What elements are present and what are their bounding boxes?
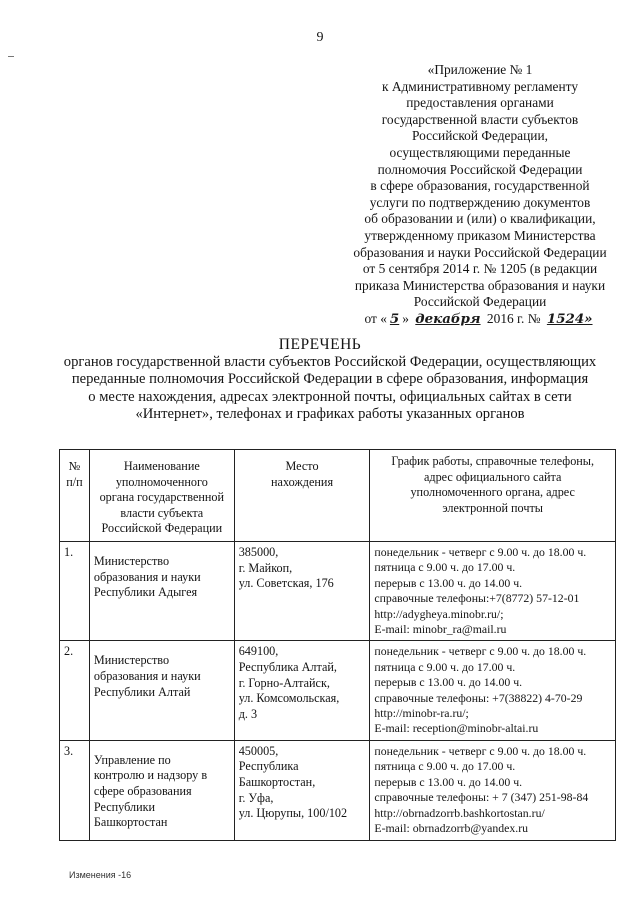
header-text: п/п	[66, 474, 83, 489]
appendix-line: осуществляющими переданные	[389, 144, 571, 160]
cell-text: д. 3	[238, 706, 258, 721]
cell-text: Министерство	[93, 653, 170, 668]
header-text: электронной почты	[442, 500, 543, 515]
authority-location	[234, 740, 370, 840]
cell-text: понедельник - четверг с 9.00 ч. до 18.00 ч.	[374, 743, 587, 758]
cell-text: Министерство	[93, 554, 170, 568]
page-number: 9	[316, 30, 324, 45]
cell-text: справочные телефоны: +7(38822) 4-70-29	[374, 690, 583, 705]
cell-text: понедельник - четверг с 9.00 ч. до 18.00 ч.	[374, 644, 587, 659]
appendix-line: «Приложение № 1	[427, 62, 533, 77]
table-row	[60, 542, 616, 641]
cell-text: ул. Цюрупы, 100/102	[238, 806, 348, 821]
cell-text: справочные телефоны: + 7 (347) 251-98-84	[374, 790, 589, 805]
appendix-line: утвержденному приказом Министерства	[364, 227, 596, 243]
cell-text: Башкортостан	[93, 815, 168, 830]
order-month-handwritten: декабря	[415, 310, 481, 327]
appendix-line: полномочия Российской Федерации	[377, 161, 583, 177]
email-text: E-mail: obrnadzorrb@yandex.ru	[374, 820, 529, 835]
website-link: http://obrnadzorrb.bashkortostan.ru/	[374, 805, 545, 820]
table-header-row	[60, 450, 616, 542]
document-subtitle	[40, 354, 620, 424]
cell-text: Управление по	[93, 752, 171, 767]
row-number: 3.	[60, 740, 90, 840]
cell-text: Башкортостан,	[238, 775, 316, 790]
subtitle-line: о месте нахождения, адресах электронной почты, официальных сайтах в сети	[88, 388, 572, 405]
subtitle-line: «Интернет», телефонах и графиках работы указанных органов	[135, 406, 525, 423]
authority-name	[89, 641, 234, 740]
row-number: 1.	[60, 542, 90, 641]
cell-text: г. Горно-Алтайск,	[238, 675, 330, 690]
appendix-line: услуги по подтверждению документов	[369, 194, 591, 210]
appendix-line: Российской Федерации	[413, 294, 547, 310]
email-text: E-mail: reception@minobr-altai.ru	[374, 721, 539, 736]
authority-schedule	[370, 641, 616, 740]
cell-text: пятница с 9.00 ч. до 17.00 ч.	[374, 560, 516, 575]
appendix-line: к Административному регламенту	[381, 78, 579, 94]
authority-name	[89, 542, 234, 641]
appendix-line: Российской Федерации,	[412, 128, 548, 144]
cell-text: перерыв с 13.00 ч. до 14.00 ч.	[374, 675, 523, 690]
header-text: Наименование	[123, 459, 200, 473]
document-title: ПЕРЕЧЕНЬ	[278, 336, 362, 353]
header-text: уполномоченного	[115, 474, 208, 489]
cell-text: 649100,	[238, 644, 279, 659]
authority-location	[234, 641, 370, 740]
header-schedule	[370, 450, 616, 542]
appendix-line: приказа Министерства образования и науки	[354, 277, 606, 293]
email-text: E-mail: minobr_ra@mail.ru	[374, 622, 507, 637]
appendix-line: предоставления органами	[406, 95, 554, 111]
header-text: Место	[285, 459, 319, 473]
subtitle-line: органов государственной власти субъектов Российской Федерации, осуществляющих	[63, 354, 597, 370]
authority-location	[234, 542, 370, 641]
cell-text: Республика	[238, 759, 299, 774]
header-text: власти субъекта	[120, 505, 204, 520]
website-link: http://minobr-ra.ru/;	[374, 706, 469, 721]
footer-note: Изменения -16	[69, 870, 132, 880]
appendix-line: об образовании и (или) о квалификации,	[364, 211, 596, 227]
cell-text: понедельник - четверг с 9.00 ч. до 18.00 ч.	[374, 545, 587, 559]
header-name	[89, 450, 234, 542]
cell-text: пятница с 9.00 ч. до 17.00 ч.	[374, 659, 516, 674]
cell-text: ул. Комсомольская,	[238, 691, 340, 706]
cell-text: 450005,	[238, 743, 279, 758]
cell-text: контролю и надзору в	[93, 768, 208, 783]
header-text: органа государственной	[99, 490, 225, 505]
order-date-line	[330, 311, 630, 328]
scan-mark	[8, 56, 14, 57]
cell-text: Республики Алтай	[93, 684, 191, 699]
appendix-line: в сфере образования, государственной	[370, 178, 590, 194]
cell-text: г. Майкоп,	[238, 560, 293, 575]
header-location	[234, 450, 370, 542]
cell-text: сфере образования	[93, 784, 192, 799]
order-number-handwritten: 1524»	[546, 310, 593, 327]
authorities-table	[59, 449, 616, 841]
row-number: 2.	[60, 641, 90, 740]
cell-text: перерыв с 13.00 ч. до 14.00 ч.	[374, 774, 523, 789]
table-row	[60, 740, 616, 840]
table-row	[60, 641, 616, 740]
authority-schedule	[370, 542, 616, 641]
header-text: адрес официального сайта	[423, 469, 562, 484]
header-text: нахождения	[271, 474, 334, 489]
header-text: №	[68, 459, 81, 473]
order-mid: »	[402, 310, 409, 326]
header-text: График работы, справочные телефоны,	[391, 454, 595, 468]
authority-schedule	[370, 740, 616, 840]
website-link: http://adygheya.minobr.ru/;	[374, 606, 504, 621]
appendix-line: от 5 сентября 2014 г. № 1205 (в редакции	[362, 261, 598, 277]
header-num	[60, 450, 90, 542]
authority-name	[89, 740, 234, 840]
cell-text: Республика Алтай,	[238, 660, 337, 675]
order-prefix: от «	[364, 310, 387, 326]
cell-text: ул. Советская, 176	[238, 576, 334, 591]
cell-text: Республики Адыгея	[93, 585, 198, 600]
appendix-line: государственной власти субъектов	[381, 111, 579, 127]
appendix-header	[330, 62, 630, 328]
header-text: Российской Федерации	[101, 521, 223, 536]
subtitle-line: переданные полномочия Российской Федерации в сфере образования, информация	[71, 371, 589, 388]
header-text: уполномоченного органа, адрес	[410, 485, 575, 500]
cell-text: справочные телефоны:+7(8772) 57-12-01	[374, 591, 580, 606]
cell-text: образования и науки	[93, 669, 201, 684]
cell-text: г. Уфа,	[238, 790, 274, 805]
appendix-line: образования и науки Российской Федерации	[353, 244, 607, 260]
order-day-handwritten: 5	[389, 310, 400, 327]
cell-text: Республики	[93, 799, 156, 814]
cell-text: 385000,	[238, 545, 279, 559]
cell-text: пятница с 9.00 ч. до 17.00 ч.	[374, 759, 516, 774]
cell-text: образования и науки	[93, 569, 201, 584]
order-year: 2016 г. №	[486, 310, 541, 326]
cell-text: перерыв с 13.00 ч. до 14.00 ч.	[374, 575, 523, 590]
